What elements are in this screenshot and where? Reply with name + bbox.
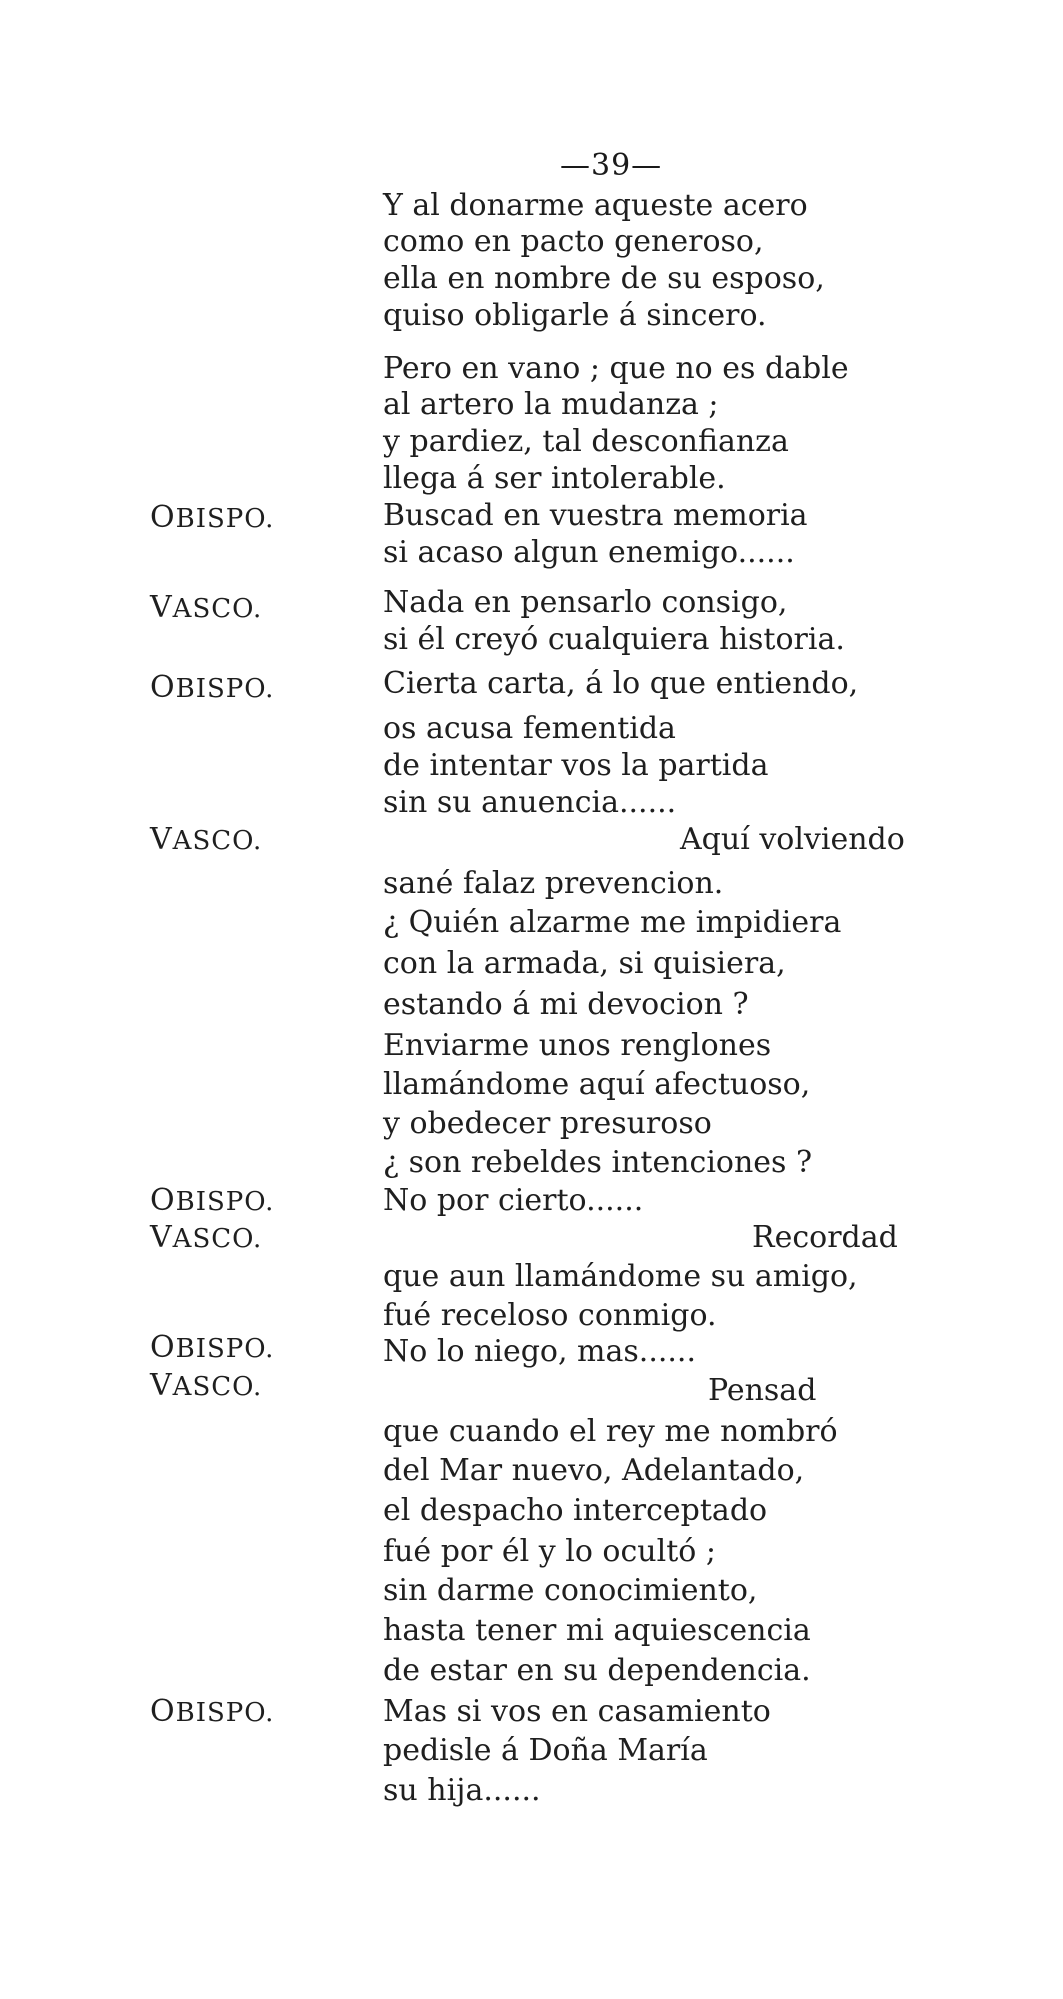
verse-line: Buscad en vuestra memoria (383, 498, 808, 533)
verse-line: el despacho interceptado (383, 1493, 768, 1528)
verse-line: del Mar nuevo, Adelantado, (383, 1453, 805, 1488)
verse-line: de estar en su dependencia. (383, 1653, 811, 1688)
verse-line: No lo niego, mas...... (383, 1334, 696, 1369)
verse-line: ¿ Quién alzarme me impidiera (383, 905, 842, 940)
verse-line: os acusa fementida (383, 711, 676, 746)
verse-line: y obedecer presuroso (383, 1106, 712, 1141)
verse-line: y pardiez, tal desconfianza (383, 424, 789, 459)
verse-line: fué receloso conmigo. (383, 1298, 717, 1333)
verse-line: sin darme conocimiento, (383, 1573, 758, 1608)
speaker-label: OBISPO. (150, 1183, 275, 1218)
verse-line: estando á mi devocion ? (383, 987, 749, 1022)
verse-line: llega á ser intolerable. (383, 461, 726, 496)
speaker-label: OBISPO. (150, 1330, 275, 1365)
verse-line: Pero en vano ; que no es dable (383, 351, 849, 386)
verse-line: Y al donarme aqueste acero (383, 188, 808, 223)
verse-line: llamándome aquí afectuoso, (383, 1067, 811, 1102)
speaker-label: VASCO. (150, 590, 263, 625)
verse-line: Enviarme unos renglones (383, 1028, 772, 1063)
verse-line: su hija...... (383, 1773, 541, 1808)
verse-line: Mas si vos en casamiento (383, 1694, 771, 1729)
verse-line: ¿ son rebeldes intenciones ? (383, 1145, 813, 1180)
verse-line: Recordad (752, 1220, 898, 1255)
verse-line: Pensad (708, 1373, 817, 1408)
verse-line: sané falaz prevencion. (383, 866, 724, 901)
verse-line: hasta tener mi aquiescencia (383, 1613, 811, 1648)
verse-line: quiso obligarle á sincero. (383, 298, 767, 333)
page-number: —39— (560, 148, 663, 183)
verse-line: pedisle á Doña María (383, 1733, 708, 1768)
verse-line: si él creyó cualquiera historia. (383, 622, 845, 657)
speaker-label: OBISPO. (150, 670, 275, 705)
verse-line: al artero la mudanza ; (383, 387, 719, 422)
verse-line: con la armada, si quisiera, (383, 946, 786, 981)
speaker-label: VASCO. (150, 1220, 263, 1255)
speaker-label: OBISPO. (150, 500, 275, 535)
verse-line: que aun llamándome su amigo, (383, 1259, 858, 1294)
verse-line: Cierta carta, á lo que entiendo, (383, 666, 859, 701)
verse-line: sin su anuencia...... (383, 785, 677, 820)
speaker-label: OBISPO. (150, 1694, 275, 1729)
verse-line: como en pacto generoso, (383, 224, 764, 259)
verse-line: Nada en pensarlo consigo, (383, 585, 788, 620)
verse-line: ella en nombre de su esposo, (383, 261, 825, 296)
verse-line: si acaso algun enemigo...... (383, 535, 795, 570)
speaker-label: VASCO. (150, 1368, 263, 1403)
verse-line: que cuando el rey me nombró (383, 1414, 838, 1449)
verse-line: No por cierto...... (383, 1183, 644, 1218)
verse-line: Aquí volviendo (680, 822, 905, 857)
speaker-label: VASCO. (150, 822, 263, 857)
verse-line: fué por él y lo ocultó ; (383, 1534, 716, 1569)
verse-line: de intentar vos la partida (383, 748, 769, 783)
